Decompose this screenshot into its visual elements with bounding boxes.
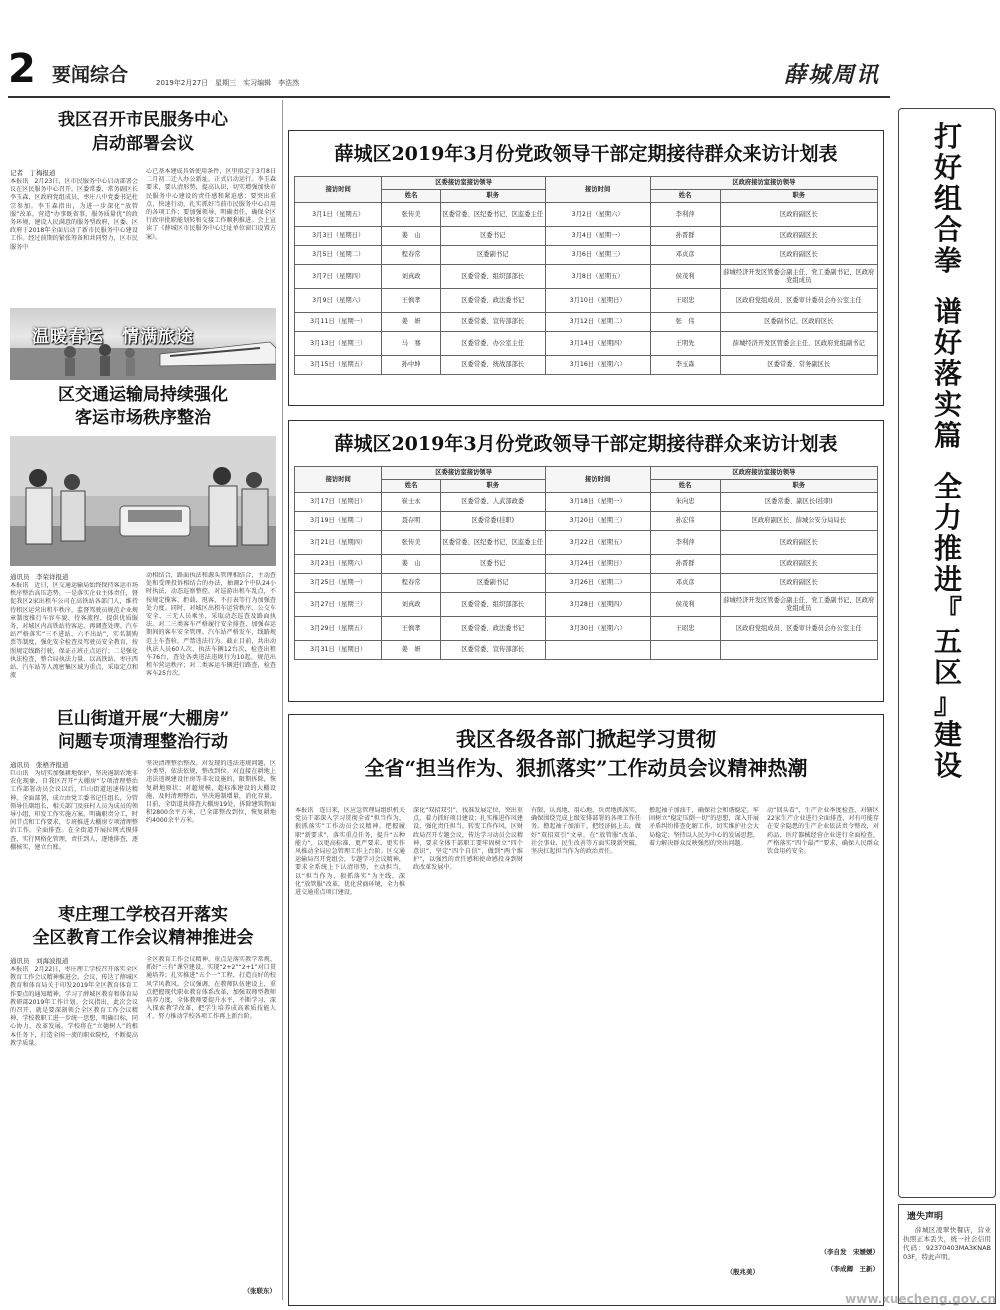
table-cell: 3月28日（星期四） <box>545 593 650 617</box>
notice-title: 遗失声明 <box>907 1212 944 1222</box>
table-row <box>295 555 878 574</box>
table-row <box>295 203 878 227</box>
table-row <box>295 531 878 555</box>
table-cell: 区委常委、区纪委书记、区监委主任 <box>440 203 545 227</box>
slogan-char: 全 <box>933 470 962 503</box>
col-header-title: 职务 <box>440 190 545 203</box>
table-cell: 区委常委、政法委书记 <box>440 289 545 313</box>
table-cell: 孙晋群 <box>650 227 720 246</box>
table-row <box>295 332 878 356</box>
photo-caption: 温暖春运 情满旅途 <box>32 327 194 347</box>
table-cell: 3月30日（星期六） <box>545 617 650 641</box>
table-cell: 3月11日（星期一） <box>295 313 382 332</box>
table-cell: 李玉森 <box>650 356 720 375</box>
article-body: 全区教育工作会议精神，重点是落实教学常规、抓好“三有”课堂建设，实现“2+2”“2+1”对口贯通培养；扎实推进“五个一”工程，打造良好的校风学风教风。会议强调，在教师队伍建设上，重点把握现代职业教育体系改革，加强双师型教师培养力度，全体教师要提升水平，不断学习，深入探索教学改革，把学生培养成高素质技能人才，努力推动学校各项工作再上新台阶。 <box>146 956 276 1021</box>
table-cell: 区委常委、办公室主任 <box>440 332 545 356</box>
table-cell: 王慎孝 <box>382 289 440 313</box>
table-row <box>295 356 878 375</box>
article-title: 启动部署会议 <box>92 134 194 154</box>
schedule-table-1 <box>288 130 884 406</box>
article-service-center <box>10 108 276 300</box>
article-title: 枣庄理工学校召开落实 <box>58 905 228 925</box>
article-study-campaign <box>288 714 884 1306</box>
table-cell: 3月3日（星期日） <box>295 227 382 246</box>
byline: 记者 丁梅报道 <box>10 169 56 177</box>
page-number: 2 <box>8 46 36 92</box>
table-cell: 孙晋群 <box>650 555 720 574</box>
table-cell: 王昭忠 <box>650 289 720 313</box>
article-body: 本报讯 近日，区交通运输局始终保持客运市场秩序整治高压态势。一是落实企业主体责任，督促我区2家出租车公司在高铁站各部门人，维持待租区运营出租车秩序，监督驾驶员规范企业规章制度推行车容车貌、待客流程，提供优质服务，对城区内高铁站待客运，再调查处理。汽车站严格落实“三不进站、六不出站”，实名制购票等制度，强化安全检查及驾驶员安全教育，按照规定线路行驶，保证正班正点运行；二是强化执法检查，整合局执法力量，以高铁站、枣庄西站、汽车站等人流密集区域为重点，采取定点和流 <box>10 582 138 680</box>
table-row <box>295 289 878 313</box>
table-cell: 崔士永 <box>382 493 440 512</box>
table-cell: 聂存明 <box>382 512 440 531</box>
slogan-phrase <box>903 121 993 276</box>
table-row <box>295 641 878 660</box>
col-header-name: 姓名 <box>650 190 720 203</box>
article-body: 动“回头看”，生产企业季度检查、对辖区22家生产企业进行全面排查，对有可能存在安全隐患的生产企业依法责令整改，对药品、医疗器械经营企业进行全面检查，严格落实“四个最严”要求，确保人民群众饮食用药安全。 <box>767 807 879 856</box>
vertical-slogan-box <box>898 108 996 1198</box>
table-cell: 侯茂利 <box>650 265 720 289</box>
table-cell: 区委常委、区纪委书记、区监委主任 <box>440 531 545 555</box>
table-cell: 3月7日（星期四） <box>295 265 382 289</box>
col-header-gov: 区政府接访室接访领导 <box>650 177 877 190</box>
table-cell: 孙中坤 <box>382 356 440 375</box>
col-header-time: 接访时间 <box>545 467 650 493</box>
slogan-char: 『 <box>933 594 962 627</box>
table-cell: 区委副书记、区政府区长 <box>720 313 877 332</box>
table-cell: 3月17日（星期日） <box>295 493 382 512</box>
table-cell: 3月18日（星期一） <box>545 493 650 512</box>
article-transport <box>10 384 276 704</box>
slogan-char: 好 <box>933 326 962 359</box>
col-header-party: 区委接访室接访领导 <box>382 467 545 480</box>
table-cell: 3月15日（星期五） <box>295 356 382 375</box>
table-cell: 姜 山 <box>382 227 440 246</box>
table-cell: 区政府副区长 <box>720 555 877 574</box>
schedule-table-2 <box>288 420 884 702</box>
table-cell: 区委书记 <box>440 555 545 574</box>
slogan-char: 设 <box>933 749 962 782</box>
table-cell: 李利萍 <box>650 203 720 227</box>
article-body: 心已基本建成具备使用条件，区里拟定于3月8日二月初二迁入办公新址，正式启动运行。李玉森要求，要认清形势，提高认识，切实增强加快市民服务中心建设的责任感和紧迫感；要突出重点，快速行动，扎实抓好当前市民服务中心启用的各项工作；要加强领导，明确责任，确保全区行政审批职能划转和交接工作顺利推进。会上宣读了《薛城区市民服务中心迁址单位窗口设置方案》。 <box>146 168 276 241</box>
slogan-char: 谱 <box>933 295 962 328</box>
table-cell: 3月27日（星期三） <box>295 593 382 617</box>
article-title: 我区各级各部门掀起学习贯彻 <box>456 727 716 751</box>
table-cell: 区委常委、组织部部长 <box>440 593 545 617</box>
paper-logo: 薛城周讯 <box>784 62 881 88</box>
section-name: 要闻综合 <box>52 64 129 86</box>
byline: 通讯员 刘海波报道 <box>10 957 69 965</box>
slogan-char: 落 <box>933 357 962 390</box>
table-cell: 程春常 <box>382 574 440 593</box>
table-cell: 3月29日（星期五） <box>295 617 382 641</box>
col-header-party: 区委接访室接访领导 <box>382 177 545 190</box>
table-cell: 3月24日（星期日） <box>545 555 650 574</box>
table-cell: 3月2日（星期六） <box>545 203 650 227</box>
slogan-char: 五 <box>933 625 962 658</box>
slogan-char: 』 <box>933 687 962 720</box>
table-cell: 区委常委(挂职) <box>440 512 545 531</box>
table-row <box>295 493 878 512</box>
table-cell: 3月8日（星期五） <box>545 265 650 289</box>
table-cell: 3月21日（星期四） <box>295 531 382 555</box>
table-cell: 3月26日（星期二） <box>545 574 650 593</box>
table-cell: 区委常委、宣传部部长 <box>440 313 545 332</box>
slogan-line <box>903 121 993 801</box>
table-cell: 张传美 <box>382 203 440 227</box>
table-cell: 区政府副区长 <box>720 227 877 246</box>
signature: （殷兆美） <box>726 1268 759 1276</box>
table-cell: 3月9日（星期六） <box>295 289 382 313</box>
table-cell: 3月25日（星期一） <box>295 574 382 593</box>
table-cell: 王慎孝 <box>382 617 440 641</box>
table-cell: 3月20日（星期三） <box>545 512 650 531</box>
table-cell: 区政府党组成员、区委审计委员会办公室主任 <box>720 617 877 641</box>
table-cell: 程春常 <box>382 246 440 265</box>
slogan-char: 区 <box>933 656 962 689</box>
table-cell: 3月22日（星期五） <box>545 531 650 555</box>
slogan-char: 推 <box>933 532 962 565</box>
table-cell: 3月16日（星期六） <box>545 356 650 375</box>
slogan-char: 篇 <box>933 419 962 452</box>
table-row <box>295 265 878 289</box>
byline: 通讯员 张梧齐报道 <box>10 761 69 769</box>
byline: 通讯员 李荣祥报道 <box>10 573 69 581</box>
table-row <box>295 617 878 641</box>
traffic-police-photo <box>10 436 276 566</box>
table-cell: 区委副书记 <box>440 574 545 593</box>
article-body: 本报讯 2月23日，区市民服务中心启动部署会议在区民服务中心召开。区委常委、常务副区长李玉森，区政府党组成员、枣庄八中党委书记杜宗参加。李玉森指出，为进一步深化“放管服”改革，营造“办事既省事，服务质量优”的政务环境，建设人民满意的服务型政府，区委、区政府于2018年全面启动了新市民服务中心建设工作。经过前期的紧张筹备和共同努力，区市民服务中 <box>10 178 138 251</box>
slogan-char: 建 <box>933 718 962 751</box>
signature: （张联东） <box>243 1287 276 1295</box>
article-greenhouse <box>10 708 276 898</box>
date-line: 2019年2月27日 星期三 实习编辑 李浩然 <box>156 79 300 87</box>
col-header-name: 姓名 <box>650 480 720 493</box>
article-body: 本报讯 连日来，区应急管理局组织机关党员干部深入学习贯彻全省“担当作为、狠抓落实”工作动员会议精神。把握履职“新要求”，落实重点任务，提升“五种能力”，以更高标准、更严要求、更实作风推动全局应急管理工作上台阶。区交通运输局召开党组会，专题学习会议精神，要求全系统上下认清形势，主动担当，以“担当作为、狠抓落实”为主线，深化“放管服”改革，优化营商环境，全力推进交通重点项目建设。 <box>295 807 405 897</box>
article-title: 全省“担当作为、狠抓落实”工作动员会议精神热潮 <box>364 756 808 780</box>
table-cell: 区政府副区长 <box>720 531 877 555</box>
table-cell: 薛城经济开发区管委会副主任、党工委副书记、区政府党组成员 <box>720 593 877 617</box>
table-row <box>295 313 878 332</box>
table-cell: 姜 妍 <box>382 313 440 332</box>
table-cell: 3月12日（星期二） <box>545 313 650 332</box>
table-cell: 区委副书记 <box>440 246 545 265</box>
table-cell: 李利萍 <box>650 531 720 555</box>
table-cell: 区政府副区长 <box>720 246 877 265</box>
article-body: 动相结合，路面执法和源头管理相结合，主动查处和受理投诉相结合的办法，抽调2个中队24小时执法，动态巡察整控。对巡游出租车乱点，不按规定揽客、拒载、甩客，不打表等行为加强查处力度。同时，对城区出租车运营秩序、公交车安全、三无人员乘坐，采取动态巡查及路面执法。对二三类客车严格履行安全排查，加强春运期间的客车安全管理。汽车站严格发车，线路规范上车查验，严禁违法行为。截止目前，共出动执法人员60人次，执法车辆12台次，检查出租车76台，查处各类违法违规行为10起，规范出租车营运秩序；对二类客运车辆进行路查，检查客车25台次。 <box>146 572 276 678</box>
table-title: 薛城区2019年3月份党政领导干部定期接待群众来访计划表 <box>334 143 838 165</box>
table-cell: 朱向忠 <box>650 493 720 512</box>
table-cell: 区政府副区长、薛城公安分局局长 <box>720 512 877 531</box>
table-cell: 3月13日（星期三） <box>295 332 382 356</box>
slogan-char: 打 <box>933 120 962 153</box>
col-header-time: 接访时间 <box>545 177 650 203</box>
table-cell: 邓贞彦 <box>650 246 720 265</box>
col-header-gov: 区政府接访室接访领导 <box>650 467 877 480</box>
table-cell: 3月14日（星期四） <box>545 332 650 356</box>
table-cell: 区委常委、组织部部长 <box>440 265 545 289</box>
table-cell: 3月1日（星期五） <box>295 203 382 227</box>
column-divider <box>282 100 283 1300</box>
table-cell: 3月4日（星期一） <box>545 227 650 246</box>
table-cell: 3月6日（星期三） <box>545 246 650 265</box>
signature: （李成卿 王新） <box>827 1265 879 1273</box>
slogan-char: 力 <box>933 501 962 534</box>
article-title: 全区教育工作会议精神推进会 <box>32 928 254 948</box>
table-cell: 姜 山 <box>382 555 440 574</box>
table-row <box>295 246 878 265</box>
table-cell <box>720 641 877 660</box>
table-cell <box>545 641 650 660</box>
article-body: 本报讯 2月22日，枣庄理工学校召开落实全区教育工作会议精神推进会。会议，传达了薛城区教育和体育局关于印发2019年全区教育体育工作要点的通知精神，学习了薛城区教育和体育局教研部2019年工作计划。会议指出，此次会议的召开，就是要深刻领会全区教育工作会议精神，学校教职工进一步统一思想，明确目标，同心协力，改革发展。学校将在“立德树人”的根本任务下，打造全国一流的职业院校，不断提高教学质量。 <box>10 966 138 1047</box>
slogan-char: 进 <box>933 563 962 596</box>
table-row <box>295 593 878 617</box>
col-header-time: 接访时间 <box>295 467 382 493</box>
table-cell: 区政府党组成员、区委审计委员会办公室主任 <box>720 289 877 313</box>
table-cell: 区委常委、常务副区长 <box>720 356 877 375</box>
col-header-title: 职务 <box>440 480 545 493</box>
table-title: 薛城区2019年3月份党政领导干部定期接待群众来访计划表 <box>334 433 838 455</box>
col-header-title: 职务 <box>720 190 877 203</box>
table-cell: 薛城经济开发区管委会主任、区政府党组副书记 <box>720 332 877 356</box>
watermark: www.xuecheng.gov.cn <box>845 1292 996 1306</box>
table-cell: 侯茂利 <box>650 593 720 617</box>
table-cell: 区委书记 <box>440 227 545 246</box>
table-cell: 张传美 <box>382 531 440 555</box>
masthead-rule <box>8 96 890 98</box>
table-cell: 区委常委、副区长(挂职) <box>720 493 877 512</box>
slogan-char: 好 <box>933 151 962 184</box>
masthead <box>8 46 888 92</box>
slogan-phrase <box>903 296 993 451</box>
table-cell: 3月31日（星期日） <box>295 641 382 660</box>
table-cell: 区委常委、政法委书记 <box>440 617 545 641</box>
table-cell: 邓贞彦 <box>650 574 720 593</box>
table-cell <box>650 641 720 660</box>
table-cell: 孙宏伟 <box>650 512 720 531</box>
table-row <box>295 512 878 531</box>
article-body: 有限、认真地、用心地，负责地抓落实，确保围绕完成上级安排部署的各项工作任务。撸起袖子加油干，把经济搞上去，做好“双招双引”文章，在“放管服”改革、社会事业、民生改善等方面实现新突破，坚决扛起担当作为的政治责任。 <box>531 807 641 856</box>
table-cell: 刘真政 <box>382 593 440 617</box>
col-header-name: 姓名 <box>382 480 440 493</box>
article-title: 客运市场秩序整治 <box>75 408 211 428</box>
table-cell: 区政府副区长 <box>720 203 877 227</box>
table-row <box>295 227 878 246</box>
table-row <box>295 574 878 593</box>
lost-notice <box>898 1204 996 1304</box>
col-header-time: 接访时间 <box>295 177 382 203</box>
slogan-phrase <box>903 471 993 781</box>
table-cell: 马 骞 <box>382 332 440 356</box>
table-cell: 张 伟 <box>650 313 720 332</box>
article-body: 撸起袖子加油干，确保社会和谐稳定。牢固树立“稳定压倒一切”的思想，深入开展矛盾纠纷排查化解工作，切实维护社会大局稳定；坚持以人民为中心的发展思想，着力解决群众反映强烈的突出问题。 <box>649 807 759 847</box>
article-title: 巨山街道开展“大棚房” <box>56 709 230 729</box>
col-header-title: 职务 <box>720 480 877 493</box>
notice-body: 薛城区凌翠快餐店，营业执照正本丢失，统一社会信用代码：92370403MA3KNAB03F，特此声明。 <box>903 1226 991 1261</box>
slogan-char: 合 <box>933 213 962 246</box>
signature: （李自发 宋媛媛） <box>820 1248 879 1256</box>
table-cell: 薛城经济开发区管委会副主任、党工委副书记、区政府党组成员 <box>720 265 877 289</box>
article-body: 深化“双招双引”，找准发展定位，突出重点，着力抓好项目建设；扎实推进作风建设，强化责任担当，转变工作作风。区财政局召开专题会议，传达学习动员会议精神，要求全体干部职工要牢固树立“四个意识”，坚定“四个自信”，做到“两个维护”，以强烈的责任感和使命感投身到财政改革发展中。 <box>413 807 523 872</box>
table-cell: 区政府副区长 <box>720 574 877 593</box>
table-cell: 区委常委、统战部部长 <box>440 356 545 375</box>
article-title: 我区召开市民服务中心 <box>58 110 228 130</box>
col-header-name: 姓名 <box>382 190 440 203</box>
table-cell: 3月10日（星期日） <box>545 289 650 313</box>
table-cell: 3月23日（星期六） <box>295 555 382 574</box>
table-cell: 3月19日（星期二） <box>295 512 382 531</box>
table-cell: 王明先 <box>650 332 720 356</box>
article-school <box>10 904 276 1304</box>
article-title: 区交通运输局持续强化 <box>58 385 228 405</box>
article-body: 坚决清理整治整改。对发现的违法违规问题，区分类型，依法依规，整改到位。对直接在耕地上违法违规建设住房等非农设施的，限期拆除，恢复耕地原状；对超规模、超标准建设的大棚设施，及时清理整治，坚决遏制增量，消化存量。目前，全街道共排查大棚房19处，拆除建筑物面积2800余平方米，已全部整改到位，恢复耕地约4000余平方米。 <box>146 760 276 825</box>
slogan-char: 实 <box>933 388 962 421</box>
slogan-char: 组 <box>933 182 962 215</box>
table-cell: 区委常委、人武部政委 <box>440 493 545 512</box>
table-cell: 王昭忠 <box>650 617 720 641</box>
spring-travel-photo <box>10 308 276 380</box>
article-title: 问题专项清理整治行动 <box>58 732 228 752</box>
table-cell: 姜 妍 <box>382 641 440 660</box>
slogan-char: 拳 <box>933 244 962 277</box>
table-cell: 3月5日（星期二） <box>295 246 382 265</box>
table-cell: 刘真政 <box>382 265 440 289</box>
table-cell: 区委常委、宣传部部长 <box>440 641 545 660</box>
article-body: 巨山讯 为切实加强耕地保护，坚决遏制农地非农化现象，自我区召开“大棚房”专项清理整治工作部署动员会议以后，巨山街道迅速传达精神，全面部署，成立由党工委书记任组长，分管领导任副组长，相关部门及驻村人员为成员的领导小组，印发工作实施方案，明确职责分工，时间节点和工作要求，专班推进大棚房专项清理整治工作。全面排查。在全街道开展拉网式摸排查，实行网格化管理，责任到人，逐地排查，逐棚核实，建立台账。 <box>10 770 138 851</box>
